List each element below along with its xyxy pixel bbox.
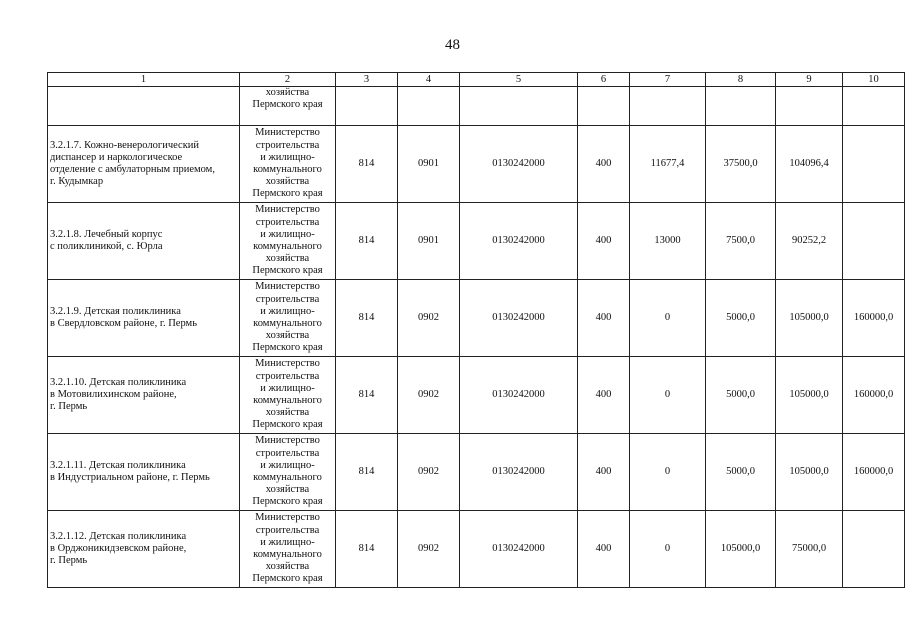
table-row	[48, 357, 905, 434]
ministry-cell	[240, 203, 336, 280]
object-name-line: 3.2.1.7. Кожно-венерологический	[50, 139, 200, 151]
col-header-3: 3	[336, 73, 398, 87]
object-name-line: 3.2.1.12. Детская поликлиника	[50, 530, 187, 542]
col-header-2: 2	[240, 73, 336, 87]
ministry-line: Министерство	[255, 127, 320, 139]
ministry-cell	[240, 280, 336, 357]
continuation-name-cell	[48, 87, 240, 126]
header-row	[48, 73, 905, 87]
col-header-10: 10	[843, 73, 905, 87]
ministry-line: хозяйства	[265, 484, 310, 496]
ministry-line: коммунального	[253, 164, 322, 175]
object-name-line: в Свердловском районе, г. Пермь	[50, 318, 197, 329]
ministry-line: Пермского края	[252, 496, 323, 508]
ministry-line: Пермского края	[252, 265, 323, 277]
value-cell-c4: 0902	[398, 434, 460, 511]
rows-body	[48, 126, 905, 588]
ministry-line: Министерство	[255, 435, 320, 447]
ministry-line: хозяйства	[265, 561, 310, 573]
value-cell-c6: 400	[578, 357, 630, 434]
page-number: 48	[445, 37, 460, 53]
object-name-line: г. Пермь	[50, 401, 88, 413]
ministry-line: Министерство	[255, 358, 320, 370]
ministry-line: хозяйства	[265, 330, 310, 342]
value-cell-c7: 11677,4	[630, 126, 706, 203]
ministry-cell	[240, 126, 336, 203]
col-header-7: 7	[630, 73, 706, 87]
object-name-line: г. Пермь	[50, 555, 88, 567]
value-cell-c5: 0130242000	[460, 203, 578, 280]
value-cell-c9: 105000,0	[776, 357, 843, 434]
ministry-line: и жилищно-	[260, 305, 315, 317]
value-cell-c8: 5000,0	[706, 280, 776, 357]
value-cell-c4: 0901	[398, 203, 460, 280]
ministry-line: Пермского края	[252, 188, 323, 200]
ministry-line: и жилищно-	[260, 459, 315, 471]
ministry-line: и жилищно-	[260, 382, 315, 394]
value-cell-c9: 105000,0	[776, 280, 843, 357]
value-cell-c8: 7500,0	[706, 203, 776, 280]
value-cell-c4: 0902	[398, 357, 460, 434]
empty-cell	[398, 87, 460, 126]
object-name-line: 3.2.1.8. Лечебный корпус	[50, 228, 163, 240]
ministry-line: хозяйства	[265, 407, 310, 419]
value-cell-c3: 814	[336, 126, 398, 203]
ministry-line: коммунального	[253, 395, 322, 406]
empty-cell	[460, 87, 578, 126]
object-name-cell	[48, 434, 240, 511]
table-row	[48, 434, 905, 511]
object-name-cell	[48, 203, 240, 280]
table-row	[48, 203, 905, 280]
ministry-line: строительства	[255, 216, 320, 228]
ministry-line: Министерство	[255, 512, 320, 524]
ministry-line: строительства	[255, 139, 320, 151]
empty-cell	[578, 87, 630, 126]
object-name-line: в Индустриальном районе, г. Пермь	[50, 472, 210, 483]
object-name-line: отделение с амбулаторным приемом,	[50, 164, 215, 175]
ministry-line: коммунального	[253, 318, 322, 329]
ministry-line: Пермского края	[252, 419, 323, 431]
ministry-cell	[240, 357, 336, 434]
ministry-line: строительства	[255, 447, 320, 459]
value-cell-c6: 400	[578, 511, 630, 588]
value-cell-c3: 814	[336, 280, 398, 357]
ministry-line: Министерство	[255, 204, 320, 216]
value-cell-c5: 0130242000	[460, 280, 578, 357]
empty-cell	[336, 87, 398, 126]
object-name-line: 3.2.1.9. Детская поликлиника	[50, 305, 181, 317]
value-cell-c10: 160000,0	[843, 434, 905, 511]
ministry-cell	[240, 434, 336, 511]
value-cell-c9: 105000,0	[776, 434, 843, 511]
value-cell-c4: 0902	[398, 511, 460, 588]
empty-cell	[630, 87, 706, 126]
continuation-row	[48, 87, 905, 126]
value-cell-c10	[843, 203, 905, 280]
ministry-line: Пермского края	[252, 99, 323, 111]
object-name-cell	[48, 357, 240, 434]
value-cell-c6: 400	[578, 203, 630, 280]
value-cell-c3: 814	[336, 357, 398, 434]
ministry-line: хозяйства	[265, 176, 310, 188]
col-header-9: 9	[776, 73, 843, 87]
col-header-5: 5	[460, 73, 578, 87]
value-cell-c7: 0	[630, 280, 706, 357]
value-cell-c9: 90252,2	[776, 203, 843, 280]
ministry-line: коммунального	[253, 241, 322, 252]
object-name-cell	[48, 511, 240, 588]
value-cell-c6: 400	[578, 434, 630, 511]
value-cell-c5: 0130242000	[460, 126, 578, 203]
ministry-line: строительства	[255, 524, 320, 536]
ministry-cell	[240, 511, 336, 588]
ministry-line: и жилищно-	[260, 228, 315, 240]
value-cell-c3: 814	[336, 203, 398, 280]
ministry-line: Пермского края	[252, 573, 323, 585]
ministry-line: и жилищно-	[260, 536, 315, 548]
value-cell-c5: 0130242000	[460, 357, 578, 434]
value-cell-c9: 104096,4	[776, 126, 843, 203]
object-name-line: в Орджоникидзевском районе,	[50, 542, 187, 554]
object-name-cell	[48, 280, 240, 357]
object-name-line: 3.2.1.11. Детская поликлиника	[50, 459, 186, 471]
empty-cell	[843, 87, 905, 126]
ministry-line: коммунального	[253, 549, 322, 560]
value-cell-c7: 0	[630, 357, 706, 434]
value-cell-c7: 13000	[630, 203, 706, 280]
value-cell-c9: 75000,0	[776, 511, 843, 588]
empty-cell	[776, 87, 843, 126]
object-name-line: в Мотовилихинском районе,	[50, 388, 177, 400]
value-cell-c3: 814	[336, 434, 398, 511]
ministry-line: хозяйства	[265, 253, 310, 265]
ministry-line: и жилищно-	[260, 151, 315, 163]
budget-table	[47, 72, 905, 588]
table-row	[48, 511, 905, 588]
value-cell-c8: 5000,0	[706, 357, 776, 434]
table-row	[48, 126, 905, 203]
value-cell-c4: 0901	[398, 126, 460, 203]
continuation-ministry-cell	[240, 87, 336, 126]
col-header-8: 8	[706, 73, 776, 87]
value-cell-c7: 0	[630, 511, 706, 588]
ministry-line: строительства	[255, 293, 320, 305]
value-cell-c10: 160000,0	[843, 280, 905, 357]
value-cell-c8: 105000,0	[706, 511, 776, 588]
value-cell-c6: 400	[578, 126, 630, 203]
ministry-line: строительства	[255, 370, 320, 382]
value-cell-c8: 37500,0	[706, 126, 776, 203]
col-header-4: 4	[398, 73, 460, 87]
value-cell-c4: 0902	[398, 280, 460, 357]
value-cell-c7: 0	[630, 434, 706, 511]
object-name-cell	[48, 126, 240, 203]
col-header-6: 6	[578, 73, 630, 87]
ministry-line: хозяйства	[265, 87, 310, 98]
object-name-line: г. Кудымкар	[50, 176, 104, 188]
object-name-line: с поликлиникой, с. Юрла	[50, 241, 163, 252]
value-cell-c5: 0130242000	[460, 511, 578, 588]
value-cell-c10	[843, 126, 905, 203]
col-header-1: 1	[48, 73, 240, 87]
value-cell-c10	[843, 511, 905, 588]
ministry-line: Министерство	[255, 281, 320, 293]
value-cell-c10: 160000,0	[843, 357, 905, 434]
empty-cell	[706, 87, 776, 126]
value-cell-c8: 5000,0	[706, 434, 776, 511]
ministry-line: Пермского края	[252, 342, 323, 354]
ministry-line: коммунального	[253, 472, 322, 483]
value-cell-c3: 814	[336, 511, 398, 588]
object-name-line: диспансер и наркологическое	[50, 151, 183, 163]
table-row	[48, 280, 905, 357]
object-name-line: 3.2.1.10. Детская поликлиника	[50, 376, 187, 388]
value-cell-c5: 0130242000	[460, 434, 578, 511]
value-cell-c6: 400	[578, 280, 630, 357]
